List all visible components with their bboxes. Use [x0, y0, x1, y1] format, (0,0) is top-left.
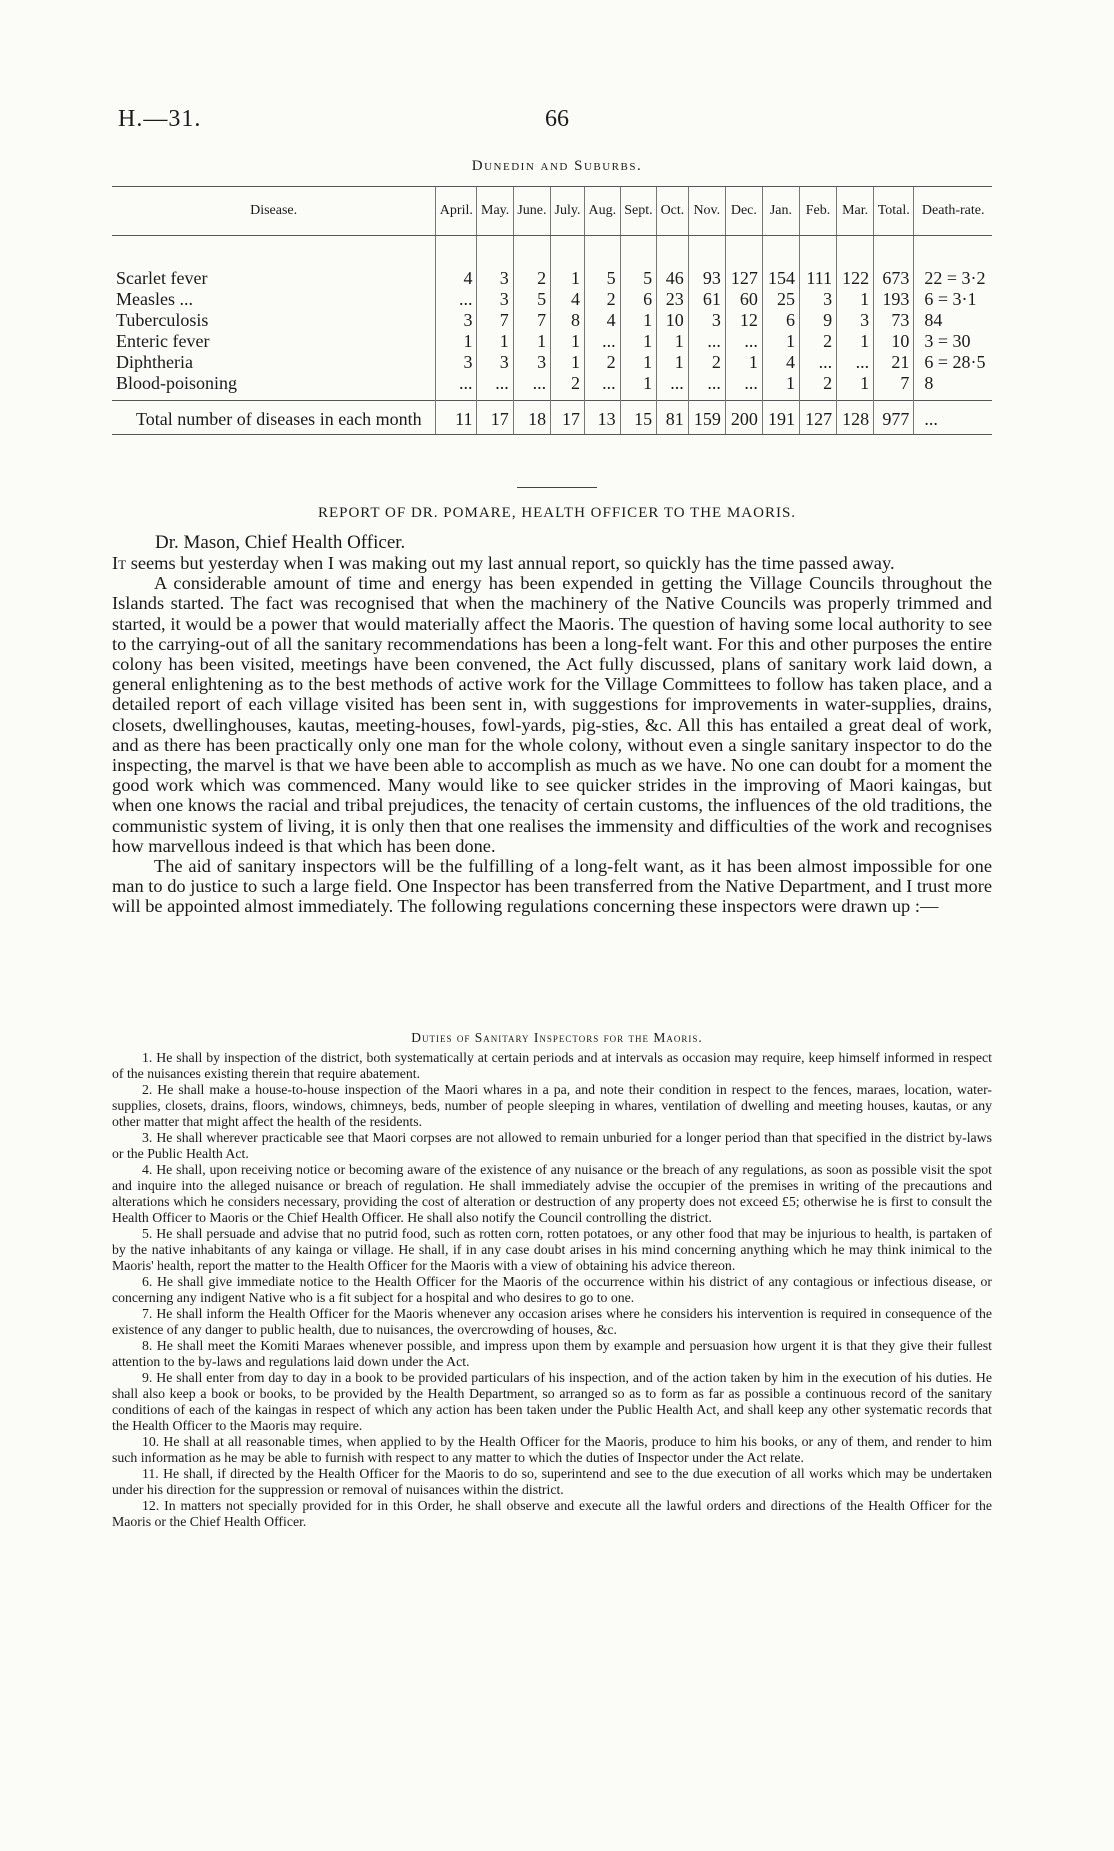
duties-list: [112, 1050, 992, 1530]
total-cell: 13: [584, 401, 620, 435]
column-header: June.: [513, 187, 550, 236]
table-cell: 2: [513, 268, 550, 289]
total-cell: 11: [436, 401, 477, 435]
table-cell: 4: [436, 268, 477, 289]
table-cell: 3: [477, 289, 513, 310]
table-cell: 4: [584, 310, 620, 331]
table-cell: ...: [584, 331, 620, 352]
table-cell: 46: [657, 268, 689, 289]
table-cell: 1: [551, 268, 585, 289]
table-cell: ...: [837, 352, 874, 373]
duty-item: 9. He shall enter from day to day in a book to be provided particulars of his inspection, and of the action taken by him in the execution of his duties. He shall also keep a book or books, to be provided by the Health Department, so arranged so as to form as far as possible a continuous record of the sanitary conditions of each of the kaingas in respect of which any action has been taken under the Public Health Act, and shall keep any other systematic records that the Health Officer to the Maoris may require.: [112, 1370, 992, 1433]
table-cell: 193: [874, 289, 914, 310]
table-cell: ...: [584, 373, 620, 401]
table-spacer-row: [112, 236, 992, 269]
table-cell: 3 = 30: [914, 331, 992, 352]
table-cell: 673: [874, 268, 914, 289]
total-cell: 127: [799, 401, 836, 435]
table-cell: 8: [914, 373, 992, 401]
table-cell: 3: [688, 310, 725, 331]
table-body: [112, 236, 992, 435]
table-cell: 84: [914, 310, 992, 331]
table-cell: 1: [620, 352, 656, 373]
table-cell: 1: [762, 331, 799, 352]
table-row: [112, 352, 992, 373]
table-cell: 122: [837, 268, 874, 289]
table-cell: 21: [874, 352, 914, 373]
disease-name: Diphtheria: [116, 352, 193, 372]
column-header: Total.: [874, 187, 914, 236]
table-cell: ...: [688, 331, 725, 352]
paragraph-1-text: seems but yesterday when I was making out my last annual report, so quickly has the time passed away.: [130, 553, 895, 573]
table-cell: 127: [725, 268, 762, 289]
total-cell: 200: [725, 401, 762, 435]
column-header: Death-rate.: [914, 187, 992, 236]
disease-table: [112, 186, 992, 435]
column-header: Sept.: [620, 187, 656, 236]
table-cell: 2: [551, 373, 585, 401]
duty-item: 1. He shall by inspection of the district, both systematically at certain periods and at intervals as occasion may require, keep himself informed in respect of the nuisances existing therein that require abatement.: [112, 1050, 992, 1081]
total-cell: 15: [620, 401, 656, 435]
table-cell: 6 = 28·5: [914, 352, 992, 373]
table-cell: 25: [762, 289, 799, 310]
table-cell: 1: [551, 352, 585, 373]
disease-name: Scarlet fever: [116, 268, 208, 288]
table-cell: 9: [799, 310, 836, 331]
table-cell: 6: [762, 310, 799, 331]
total-cell: 17: [551, 401, 585, 435]
table-cell: 1: [837, 373, 874, 401]
table-cell: 10: [657, 310, 689, 331]
table-cell: ...: [436, 289, 477, 310]
table-cell: 8: [551, 310, 585, 331]
table-cell: 3: [477, 352, 513, 373]
table-cell: 1: [657, 331, 689, 352]
table-cell: 7: [874, 373, 914, 401]
duties-title: Duties of Sanitary Inspectors for the Maoris.: [411, 1030, 703, 1045]
table-cell: 3: [799, 289, 836, 310]
table-row: [112, 289, 992, 310]
table-cell: 1: [762, 373, 799, 401]
table-header-row: [112, 187, 992, 236]
report-paragraph-1: [112, 553, 992, 573]
column-header: Feb.: [799, 187, 836, 236]
table-cell: 2: [799, 331, 836, 352]
duty-item: 11. He shall, if directed by the Health Officer for the Maoris to do so, superintend and see to the due execution of all works which may be undertaken under his direction for the suppression or removal of nuisances within the district.: [112, 1466, 992, 1497]
disease-name: Enteric fever: [116, 331, 210, 351]
total-cell: 191: [762, 401, 799, 435]
column-header: Nov.: [688, 187, 725, 236]
total-cell: 81: [657, 401, 689, 435]
duty-item: 4. He shall, upon receiving notice or becoming aware of the existence of any nuisance or the breach of any regulations, as soon as possible visit the spot and inquire into the alleged nuisance or breach of regulation. He shall immediately advise the occupier of the premises in writing of the precautions and alterations which he considers necessary, providing the cost of alteration or destruction of any property does not exceed £5; otherwise he is first to consult the Health Officer to Maoris or the Chief Health Officer. He shall also notify the Council controlling the district.: [112, 1162, 992, 1225]
table-row: [112, 268, 992, 289]
table-cell: 5: [620, 268, 656, 289]
total-cell: 159: [688, 401, 725, 435]
table-cell: 73: [874, 310, 914, 331]
table-cell: 1: [657, 352, 689, 373]
table-cell: 61: [688, 289, 725, 310]
duty-item: 8. He shall meet the Komiti Maraes whenever possible, and impress upon them by example and persuasion how urgent it is that they give their fullest attention to the by-laws and regulations laid down under the Act.: [112, 1338, 992, 1369]
total-cell: 128: [837, 401, 874, 435]
duty-item: 3. He shall wherever practicable see that Maori corpses are not allowed to remain unburied for a longer period than that specified in the district by-laws or the Public Health Act.: [112, 1130, 992, 1161]
total-cell: 17: [477, 401, 513, 435]
report-addressee: Dr. Mason, Chief Health Officer.: [155, 532, 406, 553]
table-cell: 1: [620, 373, 656, 401]
table-cell: ...: [799, 352, 836, 373]
column-header: Aug.: [584, 187, 620, 236]
table-cell: ...: [513, 373, 550, 401]
table-cell: 2: [584, 352, 620, 373]
table-cell: 93: [688, 268, 725, 289]
table-cell: 5: [584, 268, 620, 289]
table-cell: 12: [725, 310, 762, 331]
table-cell: 10: [874, 331, 914, 352]
table-cell: 2: [799, 373, 836, 401]
duty-item: 2. He shall make a house-to-house inspection of the Maori whares in a pa, and note their condition in respect to the fences, maraes, location, water-supplies, closets, drains, floors, windows, chimneys, beds, number of people sleeping in whares, ventilation of dwelling and meeting houses, kautas, or any other matter that might affect the health of the residents.: [112, 1082, 992, 1129]
total-cell: 977: [874, 401, 914, 435]
table-cell: 1: [551, 331, 585, 352]
table-cell: 3: [436, 352, 477, 373]
table-cell: 2: [584, 289, 620, 310]
total-label: Total number of diseases in each month: [112, 401, 436, 435]
paragraph-lead-word: It: [112, 553, 127, 573]
duty-item: 12. In matters not specially provided for in this Order, he shall observe and execute all the lawful orders and directions of the Health Officer for the Maoris or the Chief Health Officer.: [112, 1498, 992, 1529]
table-cell: 1: [620, 331, 656, 352]
table-cell: ...: [657, 373, 689, 401]
column-header: April.: [436, 187, 477, 236]
duty-item: 7. He shall inform the Health Officer for the Maoris whenever any occasion arises where he considers his intervention is required in consequence of the existence of any danger to public health, due to nuisances, the overcrowding of houses, &c.: [112, 1306, 992, 1337]
disease-name: Measles ...: [116, 289, 193, 309]
table-cell: 1: [513, 331, 550, 352]
table-cell: 1: [725, 352, 762, 373]
report-paragraph-2: A considerable amount of time and energy has been expended in getting the Village Councils throughout the Islands started. The fact was recognised that when the machinery of the Native Councils was properly trimmed and started, it would be a power that would materially affect the Maoris. The question of having some local authority to see to the carrying-out of all the sanitary recommendations has been a long-felt want. For this and other purposes the entire colony has been visited, meetings have been convened, the Act fully discussed, plans of sanitary work laid down, a general enlightening as to the best methods of active work for the Village Committees to follow has taken place, and a detailed report of each village visited has been sent in, with suggestions for improvements in water-supplies, drains, closets, dwellinghouses, kautas, meeting-houses, fowl-yards, pig-sties, &c. All this has entailed a great deal of work, and as there has been practically only one man for the whole colony, without even a single sanitary inspector to do the inspecting, the marvel is that we have been able to accomplish as much as we have. No one can doubt for a moment the good work which was commenced. Many would like to see quicker strides in the improving of Maori kaingas, but when one knows the racial and tribal prejudices, the tenacity of certain customs, the influences of the old traditions, the communistic system of living, it is only then that one realises the immensity and difficulties of the work and recognises how marvellous indeed is that which has been done.: [112, 573, 992, 856]
table-cell: 3: [513, 352, 550, 373]
disease-name: Tuberculosis: [116, 310, 209, 330]
column-header: July.: [551, 187, 585, 236]
column-header: Mar.: [837, 187, 874, 236]
table-cell: 111: [799, 268, 836, 289]
table-cell: 6: [620, 289, 656, 310]
page-number: 66: [545, 106, 569, 132]
table-cell: ...: [725, 373, 762, 401]
table-cell: 3: [837, 310, 874, 331]
table-cell: 1: [477, 331, 513, 352]
report-reference: H.—31.: [118, 106, 202, 132]
table-title: Dunedin and Suburbs.: [471, 158, 643, 174]
table-cell: ...: [688, 373, 725, 401]
table-cell: 154: [762, 268, 799, 289]
table-cell: 6 = 3·1: [914, 289, 992, 310]
total-cell: 18: [513, 401, 550, 435]
report-body: [112, 553, 992, 917]
column-header: Disease.: [112, 187, 436, 236]
table-cell: 5: [513, 289, 550, 310]
duty-item: 5. He shall persuade and advise that no putrid food, such as rotten corn, rotten potatoes, or any other food that may be injurious to health, is partaken of by the native inhabitants of any kainga or village. He shall, if in any case doubt arises in his mind concerning anything which he may think inimical to the Maoris' health, report the matter to the Health Officer for the Maoris with a view of obtaining his advice thereon.: [112, 1226, 992, 1273]
report-paragraph-3: The aid of sanitary inspectors will be the fulfilling of a long-felt want, as it has been almost impossible for one man to do justice to such a large field. One Inspector has been transferred from the Native Department, and I trust more will be appointed almost immediately. The following regulations concerning these inspectors were drawn up :—: [112, 856, 992, 917]
column-header: Dec.: [725, 187, 762, 236]
column-header: Jan.: [762, 187, 799, 236]
table-cell: 7: [477, 310, 513, 331]
disease-name: Blood-poisoning: [116, 373, 238, 393]
table-cell: 2: [688, 352, 725, 373]
table-cell: 3: [436, 310, 477, 331]
table-cell: 1: [620, 310, 656, 331]
table-cell: 4: [762, 352, 799, 373]
column-header: Oct.: [657, 187, 689, 236]
table-cell: 1: [436, 331, 477, 352]
table-cell: 1: [837, 289, 874, 310]
table-cell: 1: [837, 331, 874, 352]
column-header: May.: [477, 187, 513, 236]
table-cell: ...: [725, 331, 762, 352]
table-cell: 7: [513, 310, 550, 331]
table-cell: ...: [477, 373, 513, 401]
table-cell: 23: [657, 289, 689, 310]
table-cell: 4: [551, 289, 585, 310]
table-cell: 3: [477, 268, 513, 289]
report-title: REPORT OF DR. POMARE, HEALTH OFFICER TO THE MAORIS.: [317, 505, 797, 521]
total-cell: ...: [914, 401, 992, 435]
duty-item: 10. He shall at all reasonable times, when applied to by the Health Officer for the Maoris, produce to him his books, or any of them, and render to him such information as he may be able to furnish with respect to any matter to which the duties of Inspector under the Act relate.: [112, 1434, 992, 1465]
table-cell: 60: [725, 289, 762, 310]
table-row: [112, 373, 992, 401]
total-row: [112, 401, 992, 435]
table-row: [112, 331, 992, 352]
duty-item: 6. He shall give immediate notice to the Health Officer for the Maoris of the occurrence within his district of any contagious or infectious disease, or concerning any indigent Native who is a fit subject for a hospital and who desires to go to one.: [112, 1274, 992, 1305]
table-cell: ...: [436, 373, 477, 401]
section-divider: [517, 487, 597, 488]
table-row: [112, 310, 992, 331]
table-cell: 22 = 3·2: [914, 268, 992, 289]
